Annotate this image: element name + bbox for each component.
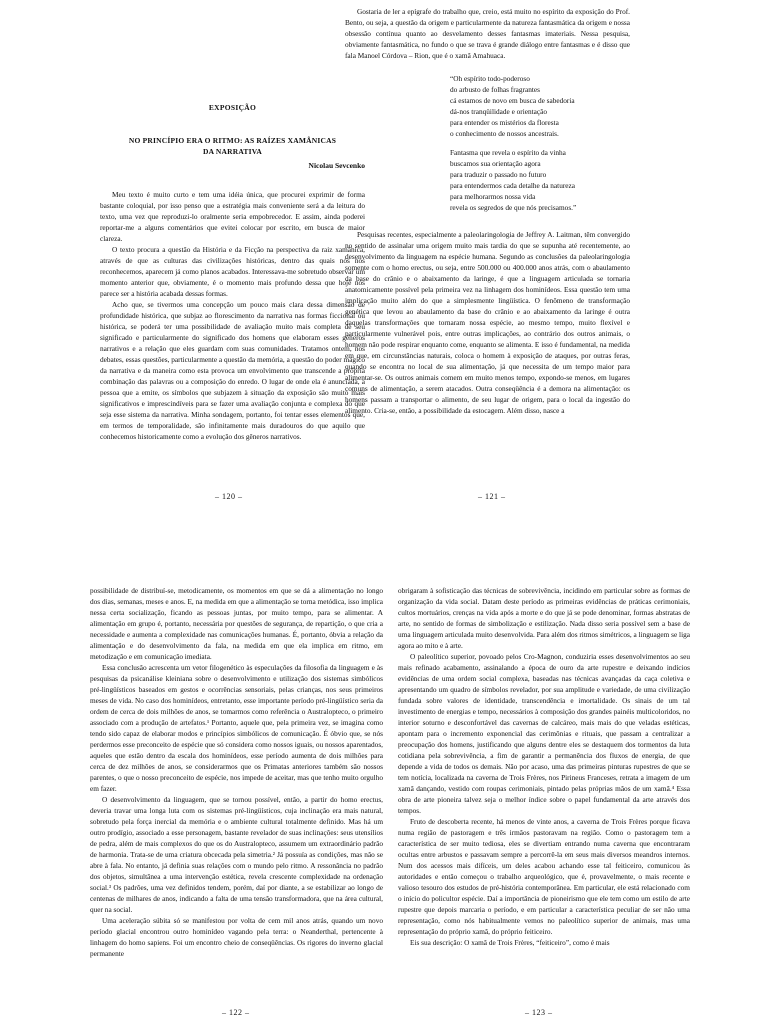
paragraph: Gostaria de ler a epígrafe do trabalho que, creio, está muito no espírito da exposição do Prof. Bento, ou seja, a questão da origem e particularmente da natureza fantasmática da origem e nossa obsessão contínua quanto ao desvelamento desses fantasmas imateriais. Nessa pesquisa, obviamente fantasmática, no fundo o que se trava é grande diálogo entre fantasmas e é disso que fala Manoel Córdova – Rion, que é o xamã Amahuaca. — [345, 7, 630, 60]
poem-line: do arbusto de folhas fragrantes — [450, 85, 540, 94]
poem-line: o conhecimento de nossos ancestrais. — [450, 129, 559, 138]
article-title-line-2: DA NARRATIVA — [202, 147, 262, 156]
paragraph: O texto procura a questão da História e da Ficção na perspectiva da raiz xamânica, através de que as culturas das civilizações históricas, dentro das quais nós nos reconhecemos, aparecem já como planos acabados. Interessava-me sobretudo observar um momento anterior que, obviamente, é o momento mais profundo dessa que hoje nos parece ser a história acabada dessas formas. — [100, 245, 365, 298]
paragraph: obrigaram à sofisticação das técnicas de sobrevivência, incidindo em particular sobre as formas de organização da vida social. Datam deste período as primeiras evidências de práticas cerimoniais, cultos mortuários, crenças na vida após a morte e do que já se pode denominar, formas abstratas de arte, no sentido de formas de simbolização e estilização. Nada disso seria possível sem a base de uma linguagem articulada muito desenvolvida. Para além dos ritmos simétricos, a linguagem se liga agora ao mito e à arte. — [398, 586, 691, 650]
paragraph: Pesquisas recentes, especialmente a paleolaringologia de Jeffrey A. Laitman, têm convergido no sentido de assinalar uma origem muito mais tardia do que se supunha até recentemente, ao desenvolvimento da linguagem na espécie humana. Segundo as conclusões da paleolaringologia somente com o homo erectus, ou seja, entre 500.000 ou 400.000 anos atrás, com o abaulamento da base do crânio e o abaixamento da laringe, é que a linguagem articulada se tornaria anatomicamente possível pela primeira vez na linhagem dos hominídeos. Essa questão tem uma implicação muito além do que a simplesmente lingüística. O fenômeno de transformação genética que levou ao abaulamento da base do crânio e ao abaixamento da laringe é outra daquelas transformações que tornaram nossa espécie, ao mesmo tempo, muito flexível e particularmente vulnerável pois, entre outras implicações, ao contrário dos outros animais, o homem não pode respirar enquanto come, enquanto se alimenta. E isso é fundamental, na medida em que, em circunstâncias naturais, coloca o homem à exposição de ataques, por outras feras, quando se encontra no local de sua alimentação, já que necessita de um tempo maior para alimentar-se. Os outros animais comem em muito menos tempo, expondo-se menos, em lugares comuns de alimentação, a serem atacados. Outra conseqüência é a demora na alimentação: os homens passam a transportar o alimento, de seu lugar de origem, para o local da ingestão do alimento. Cria-se, então, a possibilidade da estocagem. Além disso, nasce a — [345, 230, 630, 415]
paragraph: Fruto de descoberta recente, há menos de vinte anos, a caverna de Trois Frères porque ficava numa região de pastoragem e três irmãos pastoravam na região. Como o pastoragem tem a característica de ser muito tediosa, eles se divertiam entrando numa caverna que encontraram ocultas entre arbustos e passavam sempre a percorrê-la em seus mais diversos meandros internos. Num dos acessos mais difíceis, um deles acabou achando esse tal feiticeiro, comunicou às autoridades e então começou o trabalho arqueológico, que é, provavelmente, o mais recente e valioso tesouro dos estudos de pré-história contemporânea. Em particular, ele está relacionado com o início do policultor espécie. Daí a importância de pioneirismo que ele tem como um estilo de arte rupestre que depois marcaria o período, e em particular a característica peculiar de ser não uma representação, como nós habitualmente vemos no paleolítico superior de animais, mas uma representação do próprio xamã, do próprio feiticeiro. — [398, 817, 690, 936]
paragraph: Essa conclusão acrescenta um vetor filogenético às especulações da filosofia da linguagem e às pesquisas da psicanálise kleiniana sobre o desenvolvimento e utilização dos sistemas simbólicos pré-lingüísticos baseados em gestos e ocorrências sensoriais, pelas crianças, nos seus primeiros meses de vida. No caso dos hominídeos, entretanto, esse importante período pré-lingüístico seria da ordem de cerca de dois milhões de anos, se tomarmos como referência o Australopteco, o primeiro associado com a produção de artefatos.¹ Portanto, aquele que, pela primeira vez, se imagina como tendo sido capaz de elaborar modos e princípios simbólicos de comunicação. É óbvio que, se nós perdermos esse preconceito de espécie que só considera como nossos iguais, ou nossos aparentados, aqueles que estão dentro da escala dos hominídeos, esse período aumenta de dois milhões para cerca de dez milhões de anos, se considerarmos que os Primatas anteriores também são nossos parentes, o que o nosso preconceito de espécie, nos impede de aceitar, mas que tenho muito orgulho em fazer. — [90, 663, 383, 793]
paragraph: Eis sua descrição: O xamã de Trois Frères, “feiticeiro”, como é mais — [410, 938, 610, 947]
poem-line: Fantasma que revela o espírito da vinha — [450, 148, 566, 157]
poem-stanza — [450, 147, 630, 213]
poem-line: buscamos sua orientação agora — [450, 159, 541, 168]
epigraph-poem — [450, 73, 630, 213]
page-123 — [398, 585, 690, 948]
page-120 — [100, 102, 365, 442]
poem-line: para melhorarmos nossa vida — [450, 192, 536, 201]
paragraph: O paleolítico superior, povoado pelos Cro-Magnon, conduziria esses desenvolvimentos ao seu mais refinado acabamento, assinalando a época de ouro da arte rupestre e deixando indícios evidências de uma ordem social complexa, baseadas nas técnicas avançadas da caça coletiva e apresentando um quadro de símbolos revelador, por sua amplitude e variedade, de uma civilização fundada sobre valores de identidade, transcendência e imortalidade. Os sinais de um tal investimento de energias e tempo, necessários à composição dos grandes painéis multicoloridos, no interior soturno e desconfortável das cavernas de calcáreo, mais mais do que veladas estéticas, apontam para o incremento exponencial das cerimônias e rituais, que passam a centralizar a preocupação dos homens, justificando que alguns dentre eles se destaquem dos tormentos da luta cotidiana pela sobrevivência, a fim de garantir a permanência dos fluxos de energia, de que depende a vida de todos os demais. Não por acaso, uma das primeiras pinturas rupestres de que se tem notícia, localizada na caverna de Trois Frères, nos Pirineus Franceses, retrata a imagem de um xamã dançando, vestido com roupas cerimoniais, pintado pelas próprias mãos de um xamã.⁴ Essa obra de arte pioneira talvez seja o melhor índice sobre o papel fundamental da arte através dos tempos. — [398, 652, 690, 815]
page-number: – 122 – — [222, 1008, 250, 1017]
author-name: Nicolau Sevcenko — [308, 161, 365, 170]
paragraph: O desenvolvimento da linguagem, que se tornou possível, então, a partir do homo erectus, deveria travar uma longa luta com os sistemas pré-lingüísticos, cuja inclinação era mais natural, sobretudo pela força inercial da memória e o ambiente cultural totalmente definido. Mas há um outro prodígio, associado a esse personagem, bastante revelador de suas inclinações: seus utensílios de pedra, além de mais complexos do que os do Australopteco, assumem um extraordinário padrão de harmonia. Trata-se de uma criatura obcecada pela simetria.² Já possuía as condições, mas não se abre à fala. No entanto, já definia suas relações com o mundo pelo ritmo. A ressonância no padrão dos objetos, simultânea a uma intervenção estética, revela crescente complexidade na ordenação social.³ Os padrões, uma vez definidos tendem, porém, daí por diante, a se estabilizar ao longo de centenas de milhares de anos, indicando a falta de uma tensão transformadora, que na área cultural, quer na social. — [90, 795, 383, 914]
poem-line: para entendermos cada detalhe da natureza — [450, 181, 575, 190]
page-number: – 123 – — [525, 1008, 553, 1017]
paragraph: Meu texto é muito curto e tem uma idéia única, que procurei exprimir de forma bastante coloquial, por isso penso que a estratégia mais conveniente será a da leitura do texto, uma vez que reproduzi-lo oralmente seria empobrecedor. E assim, ainda poderei reportar-me a alguns comentários que evitei colocar por escrito, em busca de maior clareza. — [100, 190, 365, 243]
poem-line: dá-nos tranqüilidade e orientação — [450, 107, 548, 116]
paragraph: Uma aceleração súbita só se manifestou por volta de cem mil anos atrás, quando um novo período glacial encontrou outro hominídeo vagando pela terra: o Neanderthal, pertencente à linhagem do homo sapiens. Foi um encontro cheio de conseqüências. Os rigores do inverno glacial permanente — [90, 916, 383, 958]
page-121 — [345, 6, 630, 416]
poem-line: cá estamos de novo em busca de sabedoria — [450, 96, 575, 105]
poem-stanza — [450, 73, 630, 139]
poem-line: “Oh espírito todo-poderoso — [450, 74, 530, 83]
section-heading: EXPOSIÇÃO — [208, 103, 257, 112]
article-title-line-1: NO PRINCÍPIO ERA O RITMO: AS RAÍZES XAMÂNICAS — [128, 136, 337, 145]
poem-line: revela os segredos de que nós precisamos.” — [450, 203, 577, 212]
poem-line: para entender os mistérios da floresta — [450, 118, 559, 127]
page-122 — [90, 585, 383, 959]
page-number: – 121 – — [478, 492, 506, 501]
paragraph: possibilidade de distribuí-se, metodicamente, os momentos em que se dá a alimentação no longo dos dias, semanas, meses e anos. E, na medida em que a alimentação se torna metódica, isso implica nessa certa socialização, ficando as pessoas juntas, por muito tempo, para se alimentar. A alimentação em grupo é, portanto, necessária por questões de segurança, de repartição, o que cria a necessidade e aumenta a complexidade nas comunicações humanas. É, portanto, óbvia a relação da alimentação e do desenvolvimento da fala, na medida em que ela implica em ritmo, em metodização e em comunicação imediata. — [90, 586, 384, 661]
paragraph: Acho que, se tivermos uma concepção um pouco mais clara dessa dimensão de profundidade histórica, que subjaz ao florescimento da narrativa nas formas ficcional ou histórica, se poderá ter uma possibilidade de avaliação muito mais completa de seu significado e particularmente do significado dos homens que elaboram esses gêneros narrativos e a relação que eles guardam com suas comunidades. Tratamos ontem, nos debates, essas questões, particularmente a questão da memória, a questão do poder mágico da narrativa e da maneira como esta provoca um envolvimento que transcende a própria combinação das palavras ou a composição do enredo. O lugar de onde ela é anunciada, a pessoa que a emite, os símbolos que subjazem à situação da exposição são muito mais significativos e imprescindíveis para se fazer uma avaliação conjunta e complexa do que seja esse sistema da narrativa. Minha sondagem, portanto, foi tentar esses elementos que, em termos de temporalidade, são infinitamente mais duradouros do que aquilo que conhecemos historicamente como a evolução dos gêneros narrativos. — [100, 300, 365, 441]
page-number: – 120 – — [215, 492, 243, 501]
poem-line: para traduzir o passado no futuro — [450, 170, 547, 179]
